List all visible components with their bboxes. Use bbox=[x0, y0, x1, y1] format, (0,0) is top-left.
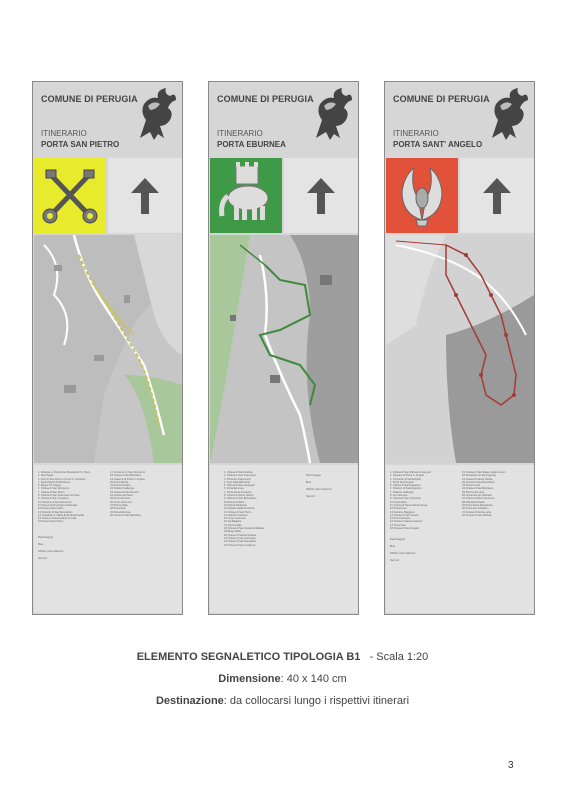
legend-bus: Bus bbox=[38, 542, 44, 546]
direction-arrow-box bbox=[460, 158, 534, 233]
arrow-up-icon bbox=[130, 178, 160, 214]
legend-parking: Parcheggio bbox=[306, 473, 322, 477]
itinerary-name: PORTA SAN PIETRO bbox=[41, 140, 120, 149]
legend-wc: Servizi bbox=[38, 556, 48, 560]
panel-header bbox=[385, 82, 534, 156]
legend-list-right: 17 Convento di San Domenico 18 Chiesa di Sant'Ercolano 19 Cassero di Porta S. Angelo 20 Porta Marzia 21 Rocca Paolina 22 Palazzo Gallenga 23 Chiesa di San Severo 24 Chiesa del Gesù 25 Pozzo Etrusco 26 Corso Vannucci 27 Piazza Italia 28 Porta Sole 29 Porta Eburnea 30 Chiesa di Sant'Ercolano bbox=[110, 471, 146, 517]
sign-panel-porta-sant-angelo bbox=[384, 81, 535, 615]
legend-list-left: 1 Chiesa di Sant'Andrea 2 Chiesa di San Francesco 3 Porta dei Cappuccini 4 Arco della Mandorla 5 Chiesa di San Giuseppe 6 Porta Eburnea 7 Porta Santa Susanna 8 Chiesa di Santo Spirito 9 Chiesa di San Bernardino 10 Rocca Paolina 11 Piazza Partigiani 12 Palazzo della Provincia 13 Chiesa di San Pietro 14 Giardini Carducci 15 Corso Vannucci 16 Via Baglioni 17 Piazza Italia 18 Chiesa di San Giovanni Battista 19 Borgo Bello 20 Chiesa di Santa Giuliana 21 Chiesa di San Fortunato 22 Chiesa di San Benedetto 23 Chiesa di San Costanzo bbox=[224, 471, 265, 547]
map-graphic bbox=[386, 235, 534, 463]
emblem-box bbox=[386, 158, 458, 233]
legend-info: Ufficio informazioni bbox=[38, 549, 64, 553]
griffin-icon bbox=[130, 86, 178, 142]
itinerary-name: PORTA SANT' ANGELO bbox=[393, 140, 483, 149]
legend-parking: Parcheggio bbox=[38, 535, 54, 539]
caption-dimension-line bbox=[0, 673, 565, 685]
legend bbox=[386, 465, 534, 613]
legend-wc: Servizi bbox=[390, 558, 400, 562]
legend-bus: Bus bbox=[306, 480, 312, 484]
panel-header bbox=[33, 82, 182, 156]
sign-panel-porta-eburnea bbox=[208, 81, 359, 615]
route-map bbox=[210, 235, 358, 463]
caption-destination-label: Destinazione bbox=[155, 695, 224, 707]
legend-wc: Servizi bbox=[306, 494, 316, 498]
caption-dimension-label: Dimensione bbox=[218, 673, 281, 685]
caption-type-title: ELEMENTO SEGNALETICO TIPOLOGIA B1 bbox=[136, 651, 361, 663]
itinerary-label: ITINERARIO bbox=[217, 129, 263, 138]
page-number: 3 bbox=[508, 760, 514, 771]
comune-title: COMUNE DI PERUGIA bbox=[41, 94, 138, 104]
emblem-box bbox=[34, 158, 106, 233]
route-map bbox=[386, 235, 534, 463]
legend-info: Ufficio informazioni bbox=[390, 551, 416, 555]
comune-title: COMUNE DI PERUGIA bbox=[217, 94, 314, 104]
legend bbox=[210, 465, 358, 613]
caption-dimension-value: : 40 x 140 cm bbox=[280, 673, 347, 685]
route-map bbox=[34, 235, 182, 463]
panel-header bbox=[209, 82, 358, 156]
griffin-icon bbox=[306, 86, 354, 142]
legend bbox=[34, 465, 182, 613]
elephant-tower-icon bbox=[210, 158, 282, 233]
itinerary-label: ITINERARIO bbox=[393, 129, 439, 138]
direction-arrow-box bbox=[284, 158, 358, 233]
legend-list-left: 1 Abbazia e Chiostri dei Benedettini S. Pietro 2 Sant'Agata 3 Arco di San Pietro e Porta S. Costanzo 4 Santa Maria di Monteluce 5 Borgo XX Giugno 6 Chiesa di San Domenico 7 Chiesa di San Pietro 8 Chiesa di San Francesco al Prato 9 Chiesa di San Costanzo 10 Chiostro di San Domenico 11 Museo Archeologico Nazionale 12 Porta di San Pietro 13 Oratorio di San Bernardino 14 Ospedale S. Maria della Misericordia 15 Chiesa di Santa Maria di Colle 16 Porta di San Pietro bbox=[38, 471, 91, 524]
caption-scale: - Scala 1:20 bbox=[369, 651, 429, 663]
arrow-up-icon bbox=[306, 178, 336, 214]
map-graphic bbox=[210, 235, 358, 463]
comune-title: COMUNE DI PERUGIA bbox=[393, 94, 490, 104]
legend-info: Ufficio informazioni bbox=[306, 487, 332, 491]
emblem-box bbox=[210, 158, 282, 233]
caption-destination-line bbox=[0, 695, 565, 707]
arrow-up-icon bbox=[482, 178, 512, 214]
legend-list-left: 1 Chiesa di San Michele Arcangelo 2 Cassero di Porta S. Angelo 3 Convento di Monteripido 4 Porta Sant'Angelo 5 Chiesa di Sant'Agostino 6 Oratorio di Sant'Agostino 7 Palazzo Gallenga 8 Arco Etrusco 9 Chiesa di San Fortunato 10 Acquedotto 11 Chiesa di Santa Maria Nuova 12 Porta Pesa 13 Fontana Maggiore 14 Chiesa di San Severo 15 Pozzo Etrusco 16 Chiesa di Santa Caterina 17 Porta Sole 18 Chiesa di Sant'Angelo bbox=[390, 471, 431, 531]
caption-destination-value: : da collocarsi lungo i rispettivi itinerari bbox=[223, 695, 410, 707]
legend-parking: Parcheggio bbox=[390, 537, 406, 541]
griffin-icon bbox=[482, 86, 530, 142]
direction-arrow-box bbox=[108, 158, 182, 233]
caption-type-line bbox=[0, 651, 565, 663]
winged-crest-icon bbox=[386, 158, 458, 233]
legend-bus: Bus bbox=[390, 544, 396, 548]
itinerary-label: ITINERARIO bbox=[41, 129, 87, 138]
legend-list-right: 19 Chiesa di San Matteo degli Armeni 20 Monastero di Sant'Agnese 21 Chiesa di Santa Teresa 22 Chiesa di San Benedetto 23 Porta Conca 24 Chiesa di Sant'Ercolano 25 Piazza Grimana 26 Università per Stranieri 27 Chiesa di San Francesco 28 Villa Monteripido 29 Porta Santa Margherita 30 Porta San Girolamo 31 Chiesa di Santa Lucia 32 Tempio di San Michele bbox=[462, 471, 506, 517]
crossed-keys-icon bbox=[34, 158, 106, 233]
itinerary-name: PORTA EBURNEA bbox=[217, 140, 286, 149]
map-graphic bbox=[34, 235, 182, 463]
sign-panel-porta-san-pietro bbox=[32, 81, 183, 615]
